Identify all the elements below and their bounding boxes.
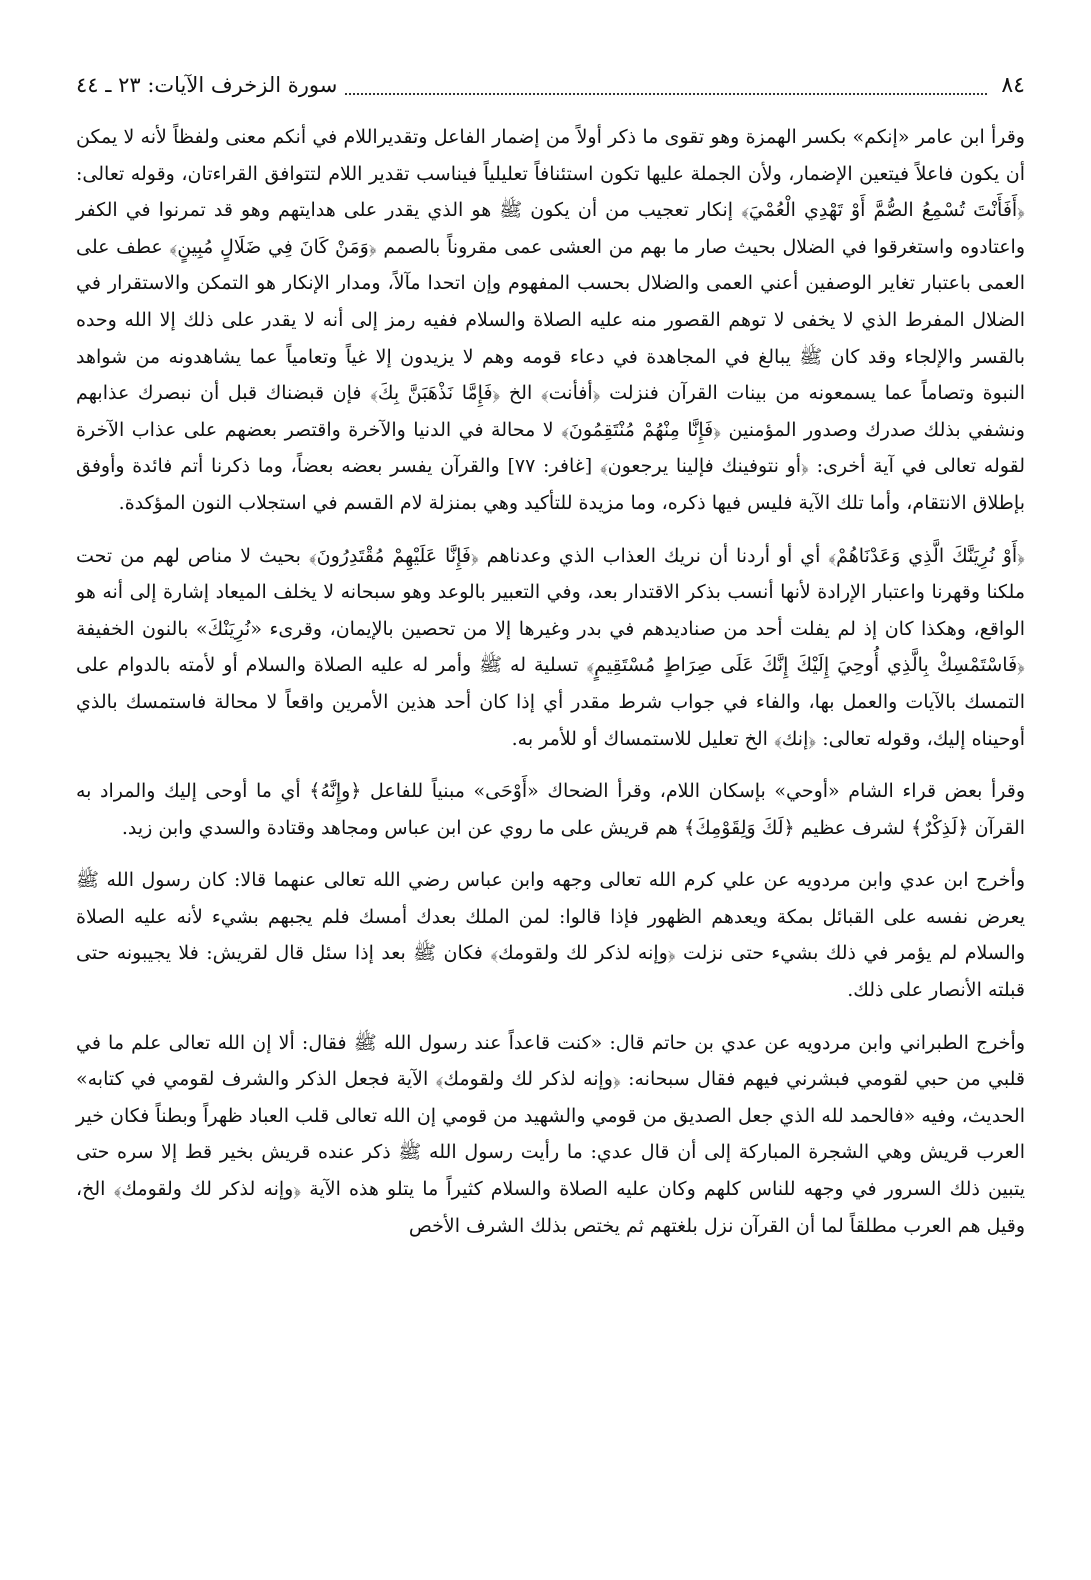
running-header (76, 70, 1025, 101)
surah-title: سورة الزخرف الآيات: ٢٣ ـ ٤٤ (76, 73, 338, 97)
page-number: ٨٤ (1001, 73, 1025, 98)
paragraph-2: ﴿أَوْ نُرِيَنَّكَ الَّذِي وَعَدْنَاهُمْ﴾ أي أو أردنا أن نريك العذاب الذي وعدناهم ﴿فَإِنَّا عَلَيْهِمْ مُقْتَدِرُونَ﴾ بحيث لا مناص لهم من تحت ملكنا وقهرنا واعتبار الإرادة لأنها أنسب بذكر الاقتدار بعد، وفي التعبير بالوعد وهو سبحانه لا يخلف الميعاد إشارة إلى أنه هو الواقع، وهكذا كان إذ لم يفلت أحد من صناديدهم في بدر وغيرها إلا من تحصين بالإيمان، وقرىء «نُرِيَنْكَ» بالنون الخفيفة ﴿فَاسْتَمْسِكْ بِالَّذِي أُوحِيَ إِلَيْكَ إِنَّكَ عَلَى صِرَاطٍ مُسْتَقِيمٍ﴾ تسلية له ﷺ وأمر له عليه الصلاة والسلام أو لأمته بالدوام على التمسك بالآيات والعمل بها، والفاء في جواب شرط مقدر أي إذا كان أحد هذين الأمرين واقعاً لا محالة فاستمسك بالذي أوحيناه إليك، وقوله تعالى: ﴿إنك﴾ الخ تعليل للاستمساك أو للأمر به. (76, 544, 1025, 750)
paragraph-1: وقرأ ابن عامر «إنكم» بكسر الهمزة وهو تقوى ما ذكر أولاً من إضمار الفاعل وتقديراللام في أنكم معنى ولفظاً لأنه لا يمكن أن يكون فاعلاً فيتعين الإضمار، ولأن الجملة عليها تكون استئنافاً تعليلياً فيناسب تقدير اللام لتتوافق القراءتان، وقوله تعالى: ﴿أَفَأَنْتَ تُسْمِعُ الصُّمَّ أَوْ تَهْدِي الْعُمْيَ﴾ إنكار تعجيب من أن يكون ﷺ هو الذي يقدر على هدايتهم وهو قد تمرنوا في الكفر واعتادوه واستغرقوا في الضلال بحيث صار ما بهم من العشى عمى مقروناً بالصمم ﴿وَمَنْ كَانَ فِي ضَلَالٍ مُبِينٍ﴾ عطف على العمى باعتبار تغاير الوصفين أعني العمى والضلال بحسب المفهوم وإن اتحدا مآلاً، ومدار الإنكار هو التمكن والاستقرار في الضلال المفرط الذي لا يخفى لا توهم القصور منه عليه الصلاة والسلام ففيه رمز إلى أنه لا يقدر على ذلك إلا الله وحده بالقسر والإلجاء وقد كان ﷺ يبالغ في المجاهدة في دعاء قومه وهم لا يزيدون إلا غياً وتعامياً عما يشاهدونه من شواهد النبوة وتصاماً عما يسمعونه من بينات القرآن فنزلت ﴿أفأنت﴾ الخ ﴿فَإِمَّا نَذْهَبَنَّ بِكَ﴾ فإن قبضناك قبل أن نبصرك عذابهم ونشفي بذلك صدرك وصدور المؤمنين ﴿فَإِنَّا مِنْهُمْ مُنْتَقِمُونَ﴾ لا محالة في الدنيا والآخرة واقتصر بعضهم على عذاب الآخرة لقوله تعالى في آية أخرى: ﴿أو نتوفينك فإلينا يرجعون﴾ [غافر: ٧٧] والقرآن يفسر بعضه بعضاً، وما ذكرنا أتم فائدة وأوفق بإطلاق الانتقام، وأما تلك الآية فليس فيها ذكره، وما مزيدة للتأكيد وهي بمنزلة لام القسم في استجلاب النون المؤكدة. (76, 126, 1025, 514)
paragraph-4: وأخرج ابن عدي وابن مردويه عن علي كرم الله تعالى وجهه وابن عباس رضي الله تعالى عنهما قالا: كان رسول الله ﷺ يعرض نفسه على القبائل بمكة ويعدهم الظهور فإذا قالوا: لمن الملك بعدك أمسك فلم يجبهم بشيء لأنه عليه الصلاة والسلام لم يؤمر في ذلك بشيء حتى نزلت ﴿وإنه لذكر لك ولقومك﴾ فكان ﷺ بعد إذا سئل قال لقريش: فلا يجيبونه حتى قبلته الأنصار على ذلك. (76, 869, 1025, 1002)
paragraph-3: وقرأ بعض قراء الشام «أوحي» بإسكان اللام، وقرأ الضحاك «أَوْحَى» مبنياً للفاعل ﴿وإِنَّهُ﴾ أي ما أوحى إليك والمراد به القرآن ﴿لَذِكْرٌ﴾ لشرف عظيم ﴿لَكَ وَلِقَوْمِكَ﴾ هم قريش على ما روي عن ابن عباس ومجاهد وقتادة والسدي وابن زيد. (76, 780, 1025, 839)
paragraph-5: وأخرج الطبراني وابن مردويه عن عدي بن حاتم قال: «كنت قاعداً عند رسول الله ﷺ فقال: ألا إن الله تعالى علم ما في قلبي من حبي لقومي فبشرني فيهم فقال سبحانه: ﴿وإنه لذكر لك ولقومك﴾ الآية فجعل الذكر والشرف لقومي في كتابه» الحديث، وفيه «فالحمد لله الذي جعل الصديق من قومي والشهيد من قومي إن الله تعالى قلب العباد ظهراً وبطناً فكان خير العرب قريش وهي الشجرة المباركة إلى أن قال عدي: ما رأيت رسول الله ﷺ ذكر عنده قريش بخير قط إلا سره حتى يتبين ذلك السرور في وجهه للناس كلهم وكان عليه الصلاة والسلام كثيراً ما يتلو هذه الآية ﴿وإنه لذكر لك ولقومك﴾ الخ، وقيل هم العرب مطلقاً لما أن القرآن نزل بلغتهم ثم يختص بذلك الشرف الأخص (76, 1031, 1025, 1237)
header-leader-dots (345, 93, 987, 95)
